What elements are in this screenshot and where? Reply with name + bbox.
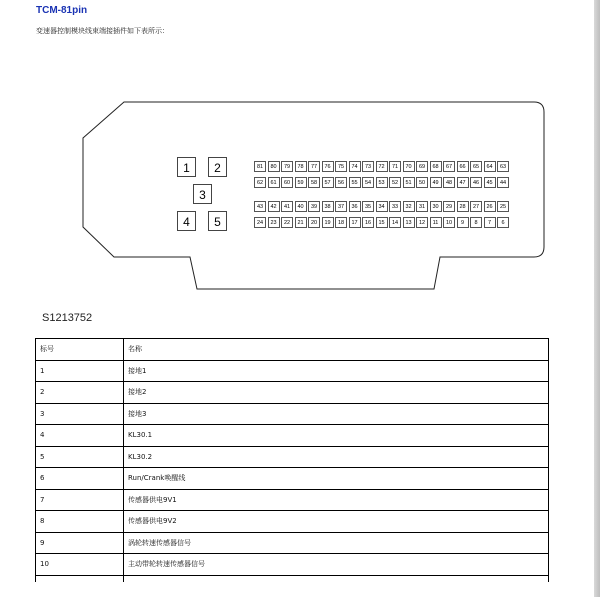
- pin-22: 22: [281, 217, 293, 228]
- pin-7: 7: [484, 217, 496, 228]
- pin-name-cell: KL30.2: [124, 446, 549, 468]
- pin-number-cell: 5: [36, 446, 124, 468]
- pin-51: 51: [403, 177, 415, 188]
- pin-53: 53: [376, 177, 388, 188]
- pin-12: 12: [416, 217, 428, 228]
- pin-name-cell: Run/Crank唤醒线: [124, 468, 549, 490]
- pin-5: 5: [208, 211, 227, 231]
- pin-8: 8: [470, 217, 482, 228]
- pin-41: 41: [281, 201, 293, 212]
- pin-55: 55: [349, 177, 361, 188]
- header-pin-name: 名称: [124, 339, 549, 361]
- pin-63: 63: [497, 161, 509, 172]
- pin-table: [35, 338, 549, 582]
- pin-6: 6: [497, 217, 509, 228]
- pin-24: 24: [254, 217, 266, 228]
- table-row: [36, 554, 549, 576]
- table-row: [36, 489, 549, 511]
- pin-57: 57: [322, 177, 334, 188]
- pin-10: 10: [443, 217, 455, 228]
- pin-49: 49: [430, 177, 442, 188]
- pin-number-cell: 10: [36, 554, 124, 576]
- pin-48: 48: [443, 177, 455, 188]
- pin-name-cell: KL30.1: [124, 425, 549, 447]
- pin-66: 66: [457, 161, 469, 172]
- pin-name-cell: [124, 575, 549, 582]
- pin-name-cell: 接地2: [124, 382, 549, 404]
- pin-number-cell: 7: [36, 489, 124, 511]
- pin-13: 13: [403, 217, 415, 228]
- pin-71: 71: [389, 161, 401, 172]
- page-subtitle: 变速器控制模块线束端接插件如下表所示：: [36, 27, 169, 35]
- pin-73: 73: [362, 161, 374, 172]
- pin-61: 61: [268, 177, 280, 188]
- pin-3: 3: [193, 184, 212, 204]
- pin-65: 65: [470, 161, 482, 172]
- pin-19: 19: [322, 217, 334, 228]
- pin-60: 60: [281, 177, 293, 188]
- table-row: [36, 511, 549, 533]
- pin-name-cell: 传感器供电9V2: [124, 511, 549, 533]
- pin-21: 21: [295, 217, 307, 228]
- pin-18: 18: [335, 217, 347, 228]
- pin-43: 43: [254, 201, 266, 212]
- pin-80: 80: [268, 161, 280, 172]
- pin-72: 72: [376, 161, 388, 172]
- pin-79: 79: [281, 161, 293, 172]
- pin-62: 62: [254, 177, 266, 188]
- pin-76: 76: [322, 161, 334, 172]
- table-row: [36, 468, 549, 490]
- pin-59: 59: [295, 177, 307, 188]
- connector-diagram: [82, 99, 545, 299]
- table-row: [36, 360, 549, 382]
- pin-64: 64: [484, 161, 496, 172]
- pin-20: 20: [308, 217, 320, 228]
- pin-23: 23: [268, 217, 280, 228]
- pin-52: 52: [389, 177, 401, 188]
- pin-78: 78: [295, 161, 307, 172]
- pin-30: 30: [430, 201, 442, 212]
- pin-31: 31: [416, 201, 428, 212]
- pin-44: 44: [497, 177, 509, 188]
- pin-68: 68: [430, 161, 442, 172]
- pin-number-cell: 3: [36, 403, 124, 425]
- pin-number-cell: 9: [36, 532, 124, 554]
- pin-25: 25: [497, 201, 509, 212]
- pin-75: 75: [335, 161, 347, 172]
- pin-name-cell: 主动带轮转速传感器信号: [124, 554, 549, 576]
- pin-69: 69: [416, 161, 428, 172]
- pin-58: 58: [308, 177, 320, 188]
- pin-name-cell: 接地3: [124, 403, 549, 425]
- connector-outline: [82, 99, 545, 299]
- table-row: [36, 425, 549, 447]
- pin-number-cell: 8: [36, 511, 124, 533]
- page-title: TCM-81pin: [36, 5, 88, 16]
- table-row: [36, 446, 549, 468]
- pin-28: 28: [457, 201, 469, 212]
- pin-33: 33: [389, 201, 401, 212]
- pin-name-cell: 传感器供电9V1: [124, 489, 549, 511]
- table-header-row: [36, 339, 549, 361]
- pin-number-cell: 1: [36, 360, 124, 382]
- pin-39: 39: [308, 201, 320, 212]
- pin-14: 14: [389, 217, 401, 228]
- pin-26: 26: [484, 201, 496, 212]
- pin-35: 35: [362, 201, 374, 212]
- pin-40: 40: [295, 201, 307, 212]
- pin-1: 1: [177, 157, 196, 177]
- viewer-scrollbar-edge: [594, 0, 600, 597]
- pin-54: 54: [362, 177, 374, 188]
- pin-2: 2: [208, 157, 227, 177]
- table-row-cutoff: [36, 575, 549, 582]
- pin-45: 45: [484, 177, 496, 188]
- table-row: [36, 532, 549, 554]
- table-row: [36, 382, 549, 404]
- pin-17: 17: [349, 217, 361, 228]
- pin-29: 29: [443, 201, 455, 212]
- pin-number-cell: 6: [36, 468, 124, 490]
- diagram-id: S1213752: [42, 312, 93, 324]
- pin-name-cell: 接地1: [124, 360, 549, 382]
- pin-37: 37: [335, 201, 347, 212]
- pin-67: 67: [443, 161, 455, 172]
- pin-34: 34: [376, 201, 388, 212]
- pin-11: 11: [430, 217, 442, 228]
- pin-number-cell: [36, 575, 124, 582]
- pin-36: 36: [349, 201, 361, 212]
- pin-32: 32: [403, 201, 415, 212]
- pin-47: 47: [457, 177, 469, 188]
- pin-38: 38: [322, 201, 334, 212]
- pin-15: 15: [376, 217, 388, 228]
- pin-16: 16: [362, 217, 374, 228]
- pin-9: 9: [457, 217, 469, 228]
- pin-42: 42: [268, 201, 280, 212]
- pin-74: 74: [349, 161, 361, 172]
- pin-77: 77: [308, 161, 320, 172]
- pin-70: 70: [403, 161, 415, 172]
- pin-27: 27: [470, 201, 482, 212]
- pin-50: 50: [416, 177, 428, 188]
- table-row: [36, 403, 549, 425]
- header-pin-number: 标号: [36, 339, 124, 361]
- pin-number-cell: 4: [36, 425, 124, 447]
- pin-46: 46: [470, 177, 482, 188]
- pin-name-cell: 涡轮转速传感器信号: [124, 532, 549, 554]
- pin-81: 81: [254, 161, 266, 172]
- pin-56: 56: [335, 177, 347, 188]
- pin-number-cell: 2: [36, 382, 124, 404]
- pin-4: 4: [177, 211, 196, 231]
